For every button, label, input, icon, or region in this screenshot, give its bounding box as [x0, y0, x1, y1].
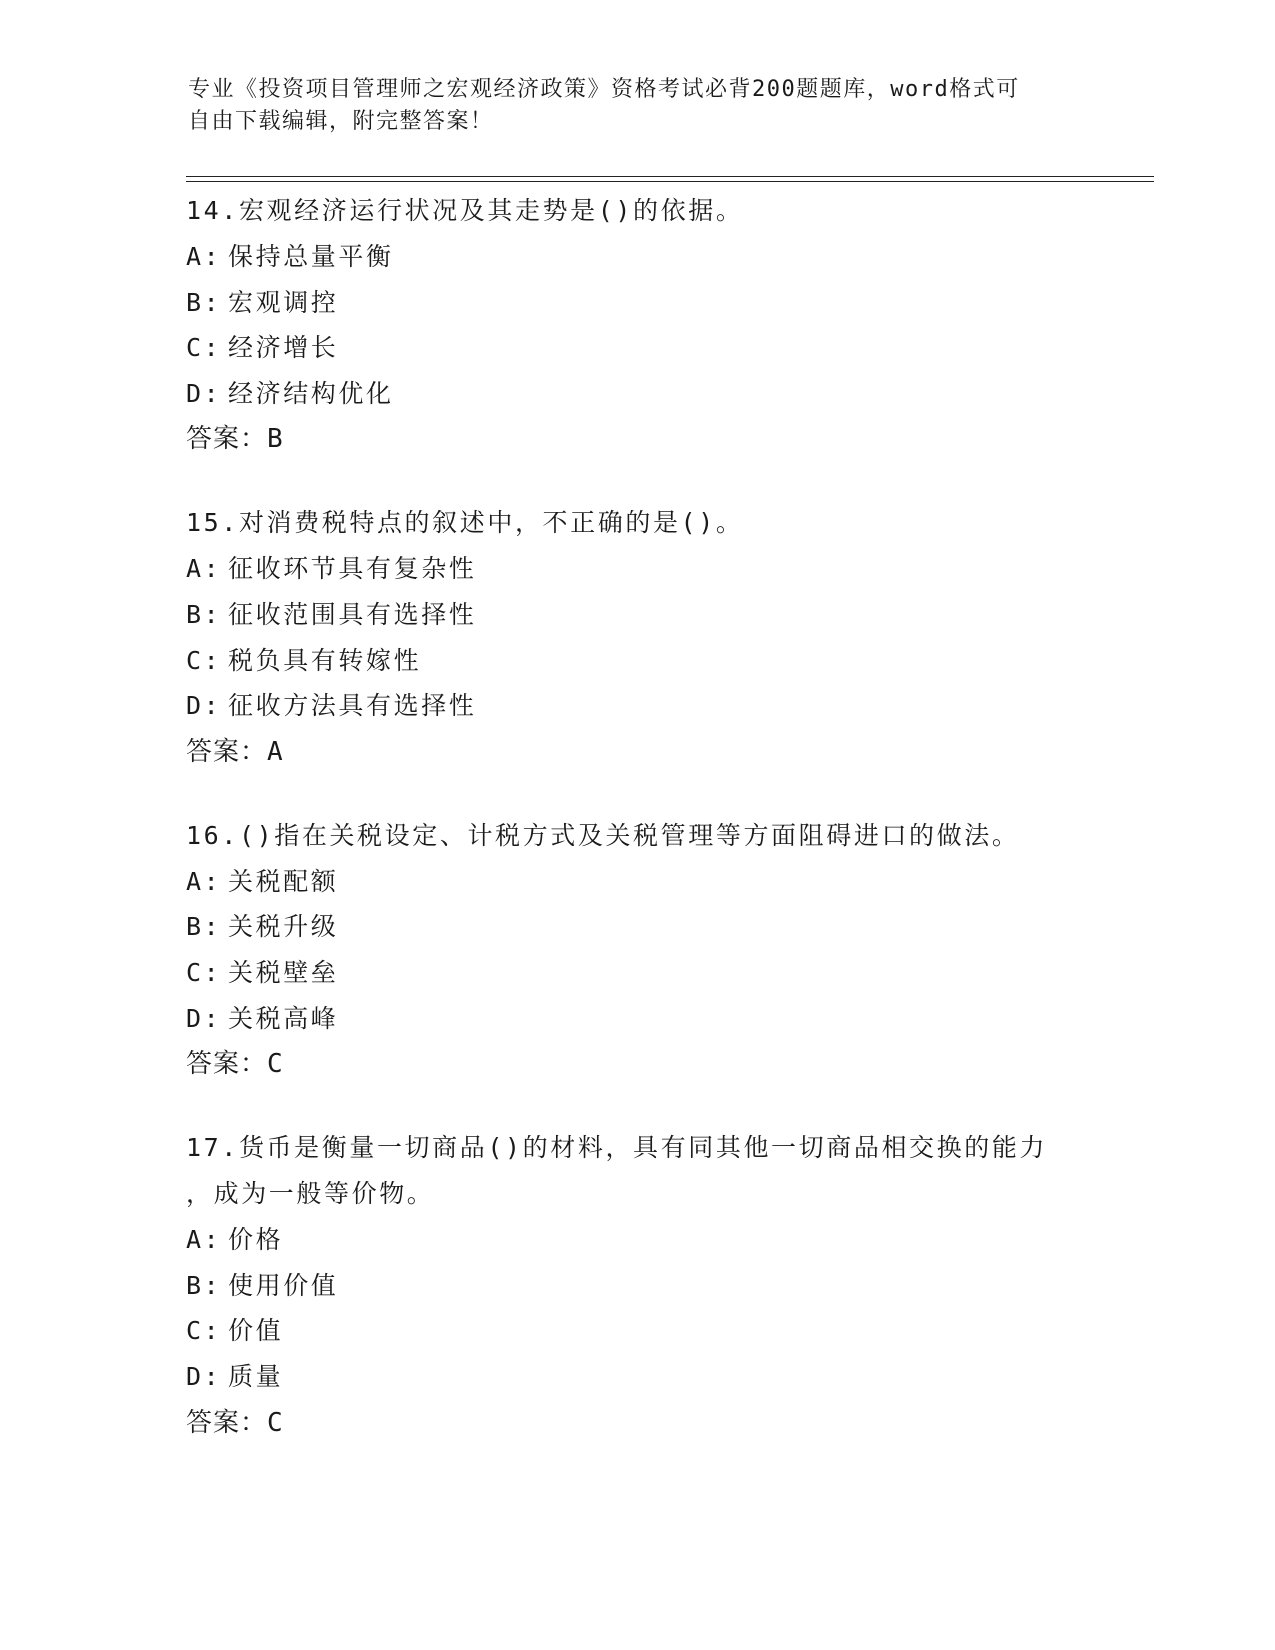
answer-line: [186, 1400, 1106, 1446]
header-divider-top: [186, 176, 1154, 177]
option-letter: A:: [186, 1225, 222, 1255]
question-item: [186, 188, 1106, 462]
answer-option: [186, 1308, 1106, 1354]
option-letter: C:: [186, 1316, 222, 1346]
answer-option: [186, 234, 1106, 280]
option-letter: D:: [186, 691, 222, 721]
answer-option: [186, 1354, 1106, 1400]
question-stem-line: 15.对消费税特点的叙述中，不正确的是()。: [186, 508, 744, 538]
question-stem: [186, 813, 1106, 859]
answer-value: A: [267, 736, 284, 767]
answer-line: [186, 729, 1106, 775]
option-text: 宏观调控: [228, 287, 339, 317]
question-stem-line: ，成为一般等价物。: [186, 1179, 435, 1209]
option-text: 征收范围具有选择性: [228, 599, 477, 629]
answer-option: [186, 1263, 1106, 1309]
answer-option: [186, 638, 1106, 684]
option-text: 质量: [228, 1361, 284, 1391]
question-list: [186, 188, 1106, 1484]
option-text: 关税壁垒: [228, 957, 339, 987]
option-letter: C:: [186, 645, 222, 675]
option-letter: A:: [186, 866, 222, 896]
answer-option: [186, 325, 1106, 371]
option-letter: B:: [186, 1270, 222, 1300]
option-letter: C:: [186, 957, 222, 987]
option-letter: D:: [186, 378, 222, 408]
answer-line: [186, 1041, 1106, 1087]
option-text: 经济结构优化: [228, 378, 394, 408]
option-letter: C:: [186, 333, 222, 363]
option-text: 保持总量平衡: [228, 242, 394, 271]
option-text: 价格: [228, 1225, 284, 1255]
option-text: 经济增长: [228, 333, 339, 363]
question-stem-line: 14.宏观经济运行状况及其走势是()的依据。: [186, 196, 744, 225]
answer-label: 答案：: [186, 1049, 268, 1080]
header-divider-bottom: [186, 181, 1154, 182]
answer-option: [186, 371, 1106, 417]
answer-option: [186, 996, 1106, 1042]
option-text: 关税高峰: [228, 1003, 339, 1033]
option-letter: A:: [186, 242, 222, 271]
question-item: [186, 1125, 1106, 1445]
answer-option: [186, 546, 1106, 592]
answer-option: [186, 683, 1106, 729]
question-stem-line: 17.货币是衡量一切商品()的材料，具有同其他一切商品相交换的能力: [186, 1133, 1048, 1163]
answer-value: C: [267, 1407, 284, 1438]
option-letter: B:: [186, 599, 222, 629]
header-line-1: 专业《投资项目管理师之宏观经济政策》资格考试必背200题题库，word格式可: [188, 77, 1020, 102]
answer-option: [186, 859, 1106, 905]
answer-option: [186, 950, 1106, 996]
question-item: [186, 500, 1106, 774]
answer-value: B: [267, 424, 284, 455]
answer-label: 答案：: [186, 1407, 268, 1438]
option-text: 使用价值: [228, 1270, 339, 1300]
option-text: 征收方法具有选择性: [228, 691, 477, 721]
option-text: 价值: [228, 1316, 284, 1346]
answer-line: [186, 416, 1106, 462]
question-stem: [186, 500, 1106, 546]
header-line-2: 自由下载编辑，附完整答案！: [188, 109, 494, 134]
answer-label: 答案：: [186, 424, 268, 455]
answer-option: [186, 280, 1106, 326]
answer-option: [186, 904, 1106, 950]
option-text: 税负具有转嫁性: [228, 645, 422, 675]
question-stem: [186, 188, 1106, 234]
option-text: 征收环节具有复杂性: [228, 554, 477, 584]
option-letter: B:: [186, 912, 222, 942]
answer-option: [186, 592, 1106, 638]
question-stem-line: 16.()指在关税设定、计税方式及关税管理等方面阻碍进口的做法。: [186, 820, 1020, 850]
question-item: [186, 813, 1106, 1087]
question-stem: [186, 1125, 1106, 1217]
option-letter: D:: [186, 1361, 222, 1391]
option-letter: D:: [186, 1003, 222, 1033]
option-text: 关税升级: [228, 912, 339, 942]
option-text: 关税配额: [228, 866, 339, 896]
option-letter: B:: [186, 287, 222, 317]
answer-option: [186, 1217, 1106, 1263]
answer-label: 答案：: [186, 736, 268, 767]
answer-value: C: [267, 1049, 284, 1080]
option-letter: A:: [186, 554, 222, 584]
document-header: [188, 74, 1088, 138]
